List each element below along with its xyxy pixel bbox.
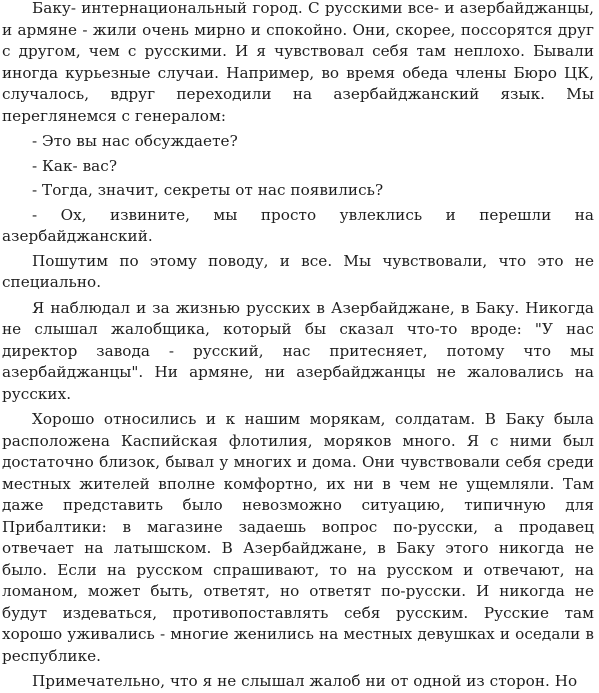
paragraph-cut-off: Примечательно, что я не слышал жалоб ни от одной из сторон. Но [32, 672, 578, 690]
dialogue-line-2: - Как- вас? [32, 156, 118, 175]
paragraph-sailors: Хорошо относились и к нашим морякам, солдатам. В Баку была расположена Каспийская флотилия, моряков много. Я с ними был достаточно близок, бывал у многих и дома. Они чувствовали себя среди местных жителей вполне комфортно, их ни в чем не ущемляли. Там даже представить было невозможно ситуацию, типичную для Прибалтики: в магазине задаешь вопрос по-русски, а продавец отвечает на латышском. В Азербайджане, в Баку этого никогда не было. Если на русском спрашивают, то на русском и отвечают, на ломаном, может быть, ответят, но ответят по-русски. И никогда не будут издеваться, противопоставлять себя русским. Русские там хорошо уживались - многие женились на местных девушках и оседали в республике. [2, 410, 594, 665]
paragraph-russians-in-baku: Я наблюдал и за жизнью русских в Азербайджане, в Баку. Никогда не слышал жалобщика, который бы сказал что-то вроде: "У нас директор завода - русский, нас притесняет, потому что мы азербайджанцы". Ни армяне, ни азербайджанцы не жаловались на русских. [2, 298, 594, 403]
document-page [2, 0, 594, 693]
dialogue-line-4: - Ох, извините, мы просто увлеклись и перешли на азербайджанский. [2, 205, 594, 245]
paragraph-baku-intro: Баку- интернациональный город. С русскими все- и азербайджанцы, и армяне - жили очень мирно и спокойно. Они, скорее, поссорятся друг с другом, чем с русскими. И я чувствовал себя там неплохо. Бывали иногда курьезные случаи. Например, во время обеда члены Бюро ЦК, случалось, вдруг переходили на азербайджанский язык. Мы переглянемся с генералом: [2, 0, 594, 125]
dialogue-line-3: - Тогда, значит, секреты от нас появились? [32, 181, 384, 199]
paragraph-joke: Пошутим по этому поводу, и все. Мы чувствовали, что это не специально. [2, 251, 594, 291]
dialogue-line-1: - Это вы нас обсуждаете? [32, 132, 238, 150]
